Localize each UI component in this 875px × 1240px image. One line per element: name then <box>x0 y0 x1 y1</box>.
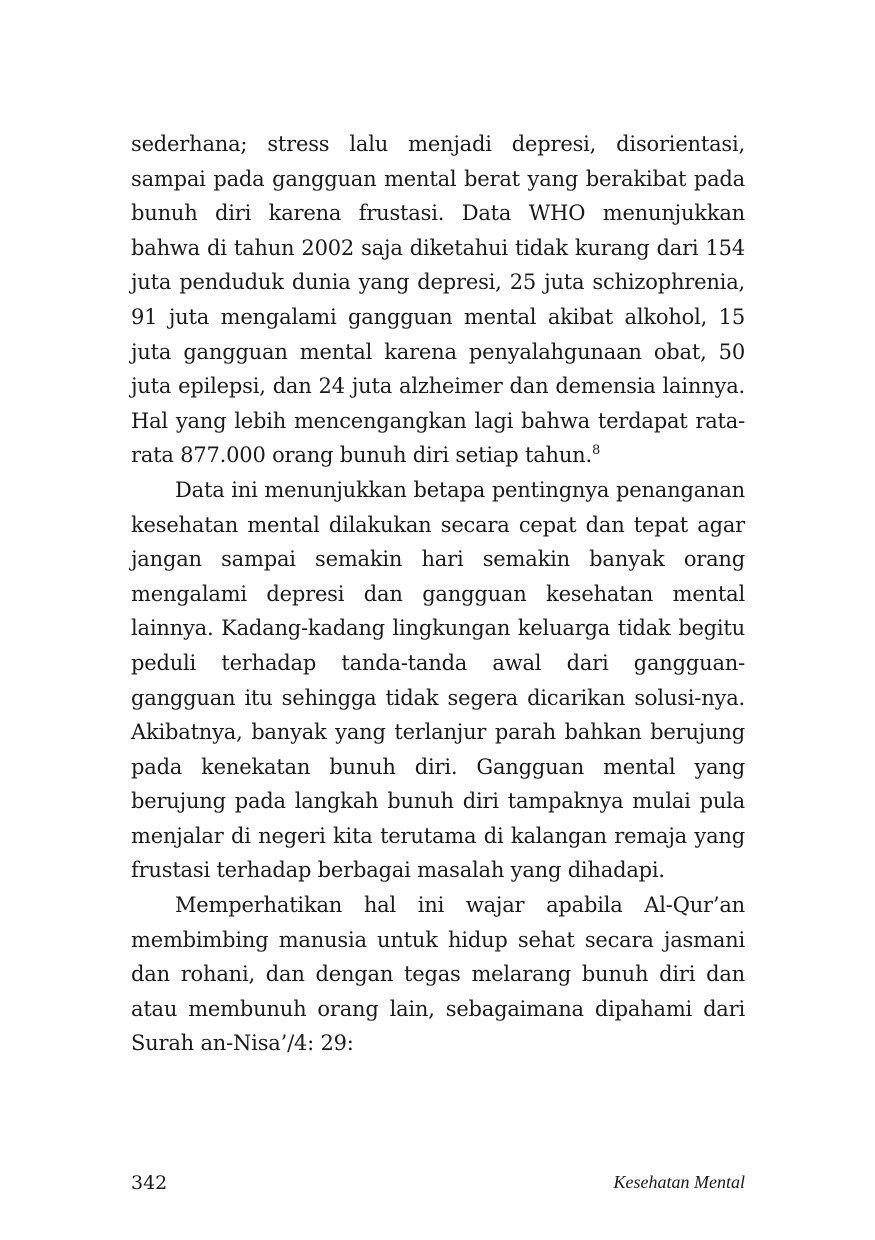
running-title: Kesehatan Mental <box>613 1172 745 1192</box>
page-number: 342 <box>131 1172 168 1194</box>
paragraph-1-text: sederhana; stress lalu menjadi depresi, disorientasi, sampai pada gangguan mental berat yang berakibat pada bunuh diri karena frustasi. Data WHO menunjukkan bahwa di tahun 2002 saja diketahui tidak kurang dari 154 juta penduduk dunia yang depresi, 25 juta schizophrenia, 91 juta mengalami gangguan mental akibat alkohol, 15 juta gangguan mental karena penyalahgunaan obat, 50 juta epilepsi, dan 24 juta alzheimer dan demensia lainnya. Hal yang lebih mencengangkan lagi bahwa terdapat rata-rata 877.000 orang bunuh diri setiap tahun. <box>131 132 745 468</box>
paragraph-1 <box>131 127 745 473</box>
paragraph-2: Data ini menunjukkan betapa pentingnya penanganan kesehatan mental dilakukan secara cepat dan tepat agar jangan sampai semakin hari semakin banyak orang mengalami depresi dan gangguan kesehatan mental lainnya. Kadang-kadang lingkungan keluarga tidak begitu peduli terhadap tanda-tanda awal dari gangguan-gangguan itu sehingga tidak segera dicarikan solusi-nya. Akibatnya, banyak yang terlanjur parah bahkan berujung pada kenekatan bunuh diri. Gangguan mental yang berujung pada langkah bunuh diri tampaknya mulai pula menjalar di negeri kita terutama di kalangan remaja yang frustasi terhadap berbagai masalah yang dihadapi. <box>131 477 745 883</box>
paragraph-3: Memperhatikan hal ini wajar apabila Al-Qur’an membimbing manusia untuk hidup sehat secara jasmani dan rohani, dan dengan tegas melarang bunuh diri dan atau membunuh orang lain, sebagaimana dipahami dari Surah an-Nisa’/4: 29: <box>131 893 745 1056</box>
page-body <box>131 127 745 1061</box>
footnote-reference: 8 <box>591 443 601 459</box>
